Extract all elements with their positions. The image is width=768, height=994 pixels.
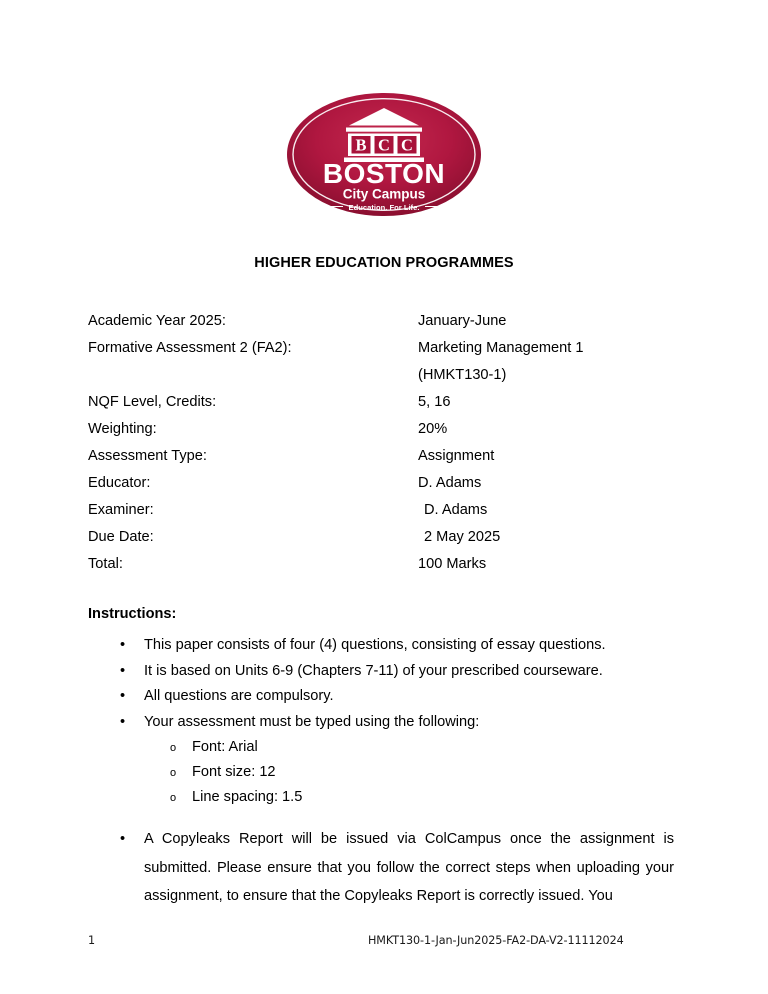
svg-text:B: B <box>355 135 367 155</box>
sub-list-item-text: Font size: 12 <box>192 764 276 780</box>
detail-value: January-June <box>418 313 507 329</box>
table-row <box>88 551 678 578</box>
sub-list-item <box>88 785 678 810</box>
sub-instructions-list <box>88 735 678 810</box>
list-item-text: All questions are compulsory. <box>144 688 334 704</box>
sub-list-item <box>88 760 678 785</box>
detail-label: Due Date: <box>88 529 154 545</box>
table-row <box>88 389 678 416</box>
svg-text:Education. For Life.: Education. For Life. <box>348 203 420 212</box>
table-row <box>88 497 678 524</box>
svg-text:C: C <box>401 135 413 155</box>
document-code: HMKT130-1-Jan-Jun2025-FA2-DA-V2-11112024 <box>368 934 624 947</box>
table-row <box>88 308 678 335</box>
table-row-continuation <box>88 362 678 389</box>
list-item <box>88 710 678 736</box>
detail-value: Marketing Management 1 <box>418 340 584 356</box>
detail-value-line2: (HMKT130-1) <box>418 367 507 383</box>
detail-value: 100 Marks <box>418 556 487 572</box>
page-number: 1 <box>88 934 96 947</box>
list-item-text: Your assessment must be typed using the following: <box>144 713 480 730</box>
list-item <box>88 684 678 710</box>
sub-bullet-marker: o <box>170 792 177 804</box>
sub-bullet-marker: o <box>170 742 177 754</box>
list-item-text: A Copyleaks Report will be issued via ColCampus once the assignment is submitted. Please ensure that you follow the correct steps when uploading your assignment, to ensure that the Copyleaks Report is correctly issued. You <box>144 831 674 904</box>
detail-label: Weighting: <box>88 421 157 437</box>
table-row <box>88 416 678 443</box>
sub-bullet-marker: o <box>170 767 177 779</box>
logo-container <box>0 92 768 217</box>
list-item <box>88 633 678 659</box>
detail-value: D. Adams <box>424 502 488 518</box>
bullet-marker: • <box>120 831 126 847</box>
bullet-marker: • <box>120 713 126 730</box>
detail-value: 5, 16 <box>418 394 451 410</box>
detail-label: Assessment Type: <box>88 448 207 464</box>
list-item-text: It is based on Units 6-9 (Chapters 7-11) of your prescribed courseware. <box>144 662 603 679</box>
detail-label: Educator: <box>88 475 151 491</box>
instructions-heading: Instructions: <box>88 606 177 622</box>
sub-list-item-text: Line spacing: 1.5 <box>192 789 303 805</box>
svg-text:C: C <box>378 135 390 155</box>
bullet-marker: • <box>120 688 126 704</box>
detail-label: NQF Level, Credits: <box>88 394 217 410</box>
page-footer <box>88 934 678 947</box>
svg-text:City Campus: City Campus <box>342 186 426 202</box>
page-title: HIGHER EDUCATION PROGRAMMES <box>254 255 514 271</box>
table-row <box>88 335 678 362</box>
instructions-list <box>88 633 678 911</box>
boston-city-campus-logo <box>286 92 482 217</box>
detail-label: Total: <box>88 556 123 572</box>
list-item-text: This paper consists of four (4) questions, consisting of essay questions. <box>144 637 606 653</box>
spacer <box>88 362 418 389</box>
bullet-marker: • <box>120 662 126 679</box>
detail-value: 2 May 2025 <box>424 529 501 545</box>
bullet-marker: • <box>120 637 126 653</box>
detail-label: Academic Year 2025: <box>88 313 226 329</box>
detail-label: Formative Assessment 2 (FA2): <box>88 340 292 356</box>
sub-list-item-text: Font: Arial <box>192 739 258 755</box>
detail-value: D. Adams <box>418 475 482 491</box>
table-row <box>88 524 678 551</box>
sub-list-item <box>88 735 678 760</box>
detail-value: Assignment <box>418 448 495 464</box>
list-item <box>88 825 678 911</box>
assessment-details-table <box>88 308 678 578</box>
table-row <box>88 470 678 497</box>
detail-value: 20% <box>418 421 448 437</box>
list-item <box>88 659 678 685</box>
svg-text:BOSTON: BOSTON <box>322 158 446 189</box>
detail-label: Examiner: <box>88 502 154 518</box>
table-row <box>88 443 678 470</box>
